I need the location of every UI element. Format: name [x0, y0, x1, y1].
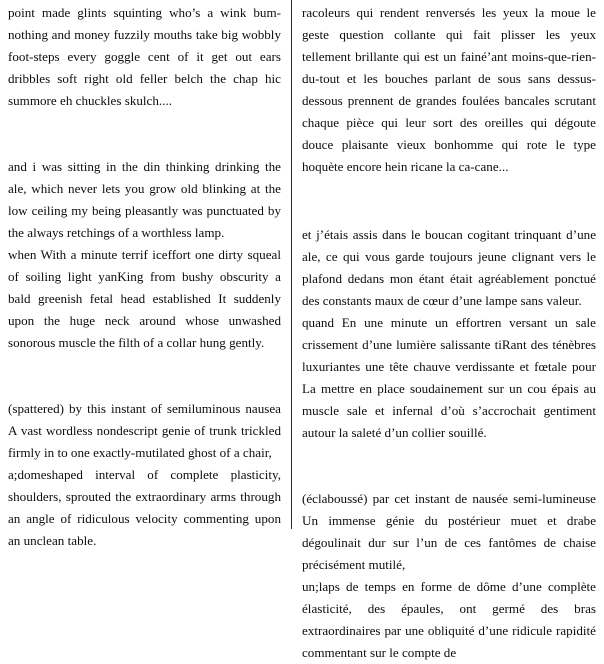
paragraph: point made glints squinting who’s a wink bum-nothing and money fuzzily mouths take big wobbly foot-steps every goggle cent of it get out ears dribbles soft right old feller belch the chap hic summore eh chuckles skulch....	[8, 5, 281, 108]
left-block-1	[8, 2, 281, 112]
paragraph: (spattered) by this instant of semiluminous nausea A vast wordless nondescript genie of trunk trickled firmly in to one exactly-mutilated ghost of a chair,	[8, 401, 281, 460]
paragraph: and i was sitting in the din thinking drinking the ale, which never lets you grow old blinking at the low ceiling my being pleasantly was punctuated by the always retchings of a worthless lamp.	[8, 159, 281, 240]
paragraph: et j’étais assis dans le boucan cogitant trinquant d’une ale, ce qui vous garde toujours jeune clignant vers le plafond dedans mon étant était agréablement ponctué des constants maux de cœur d’une lampe sans valeur.	[302, 227, 596, 308]
block-gap	[302, 444, 596, 488]
right-text-column	[292, 0, 604, 664]
block-gap	[302, 178, 596, 224]
right-block-2	[302, 224, 596, 444]
right-block-3	[302, 488, 596, 664]
paragraph: when With a minute terrif iceffort one dirty squeal of soiling light yanKing from bushy obscurity a bald greenish fetal head established It suddenly upon the huge neck around whose unwashed sonorous muscle the filth of a collar hung gently.	[8, 247, 281, 350]
block-gap	[8, 112, 281, 156]
left-block-2	[8, 156, 281, 354]
paragraph: un;laps de temps en forme de dôme d’une complète élasticité, des épaules, ont germé des bras extraordinaires par une obliquité d’une ridicule rapidité commentant sur le compte de	[302, 579, 596, 660]
paragraph: racoleurs qui rendent renversés les yeux la moue le geste question collante qui fait plisser les yeux tellement brillante qui est un fainé’ant moins-que-rien-du-tout et les bouches parlant de sous sans dessus-dessous prennent de grandes foulées bancales scrutant chaque pièce qui leur sort des oreilles qui dégoute douce plaisante vieux bonhomme qui rote le type hoquète encore hein ricane la ca-cane...	[302, 5, 596, 174]
right-block-1	[302, 2, 596, 178]
paragraph: (éclaboussé) par cet instant de nausée semi-lumineuse Un immense génie du postérieur muet et drabe dégoulinait dur sur l’un de ces fantômes de chaise précisément mutilé,	[302, 491, 596, 572]
paragraph: a;domeshaped interval of complete plasticity, shoulders, sprouted the extraordinary arms through an angle of ridiculous velocity commenting upon an unclean table.	[8, 467, 281, 548]
block-gap	[8, 354, 281, 398]
paragraph: quand En une minute un effortren versant un sale crissement d’une lumière salissante tiRant des ténèbres luxuriantes une tête chauve verdissante et fœtale pour La mettre en place soudainement sur un cou épais au muscle sale et infernal d’où s’accrochait gentiment autour la saleté d’un collier souillé.	[302, 315, 596, 440]
left-text-column	[0, 0, 291, 552]
